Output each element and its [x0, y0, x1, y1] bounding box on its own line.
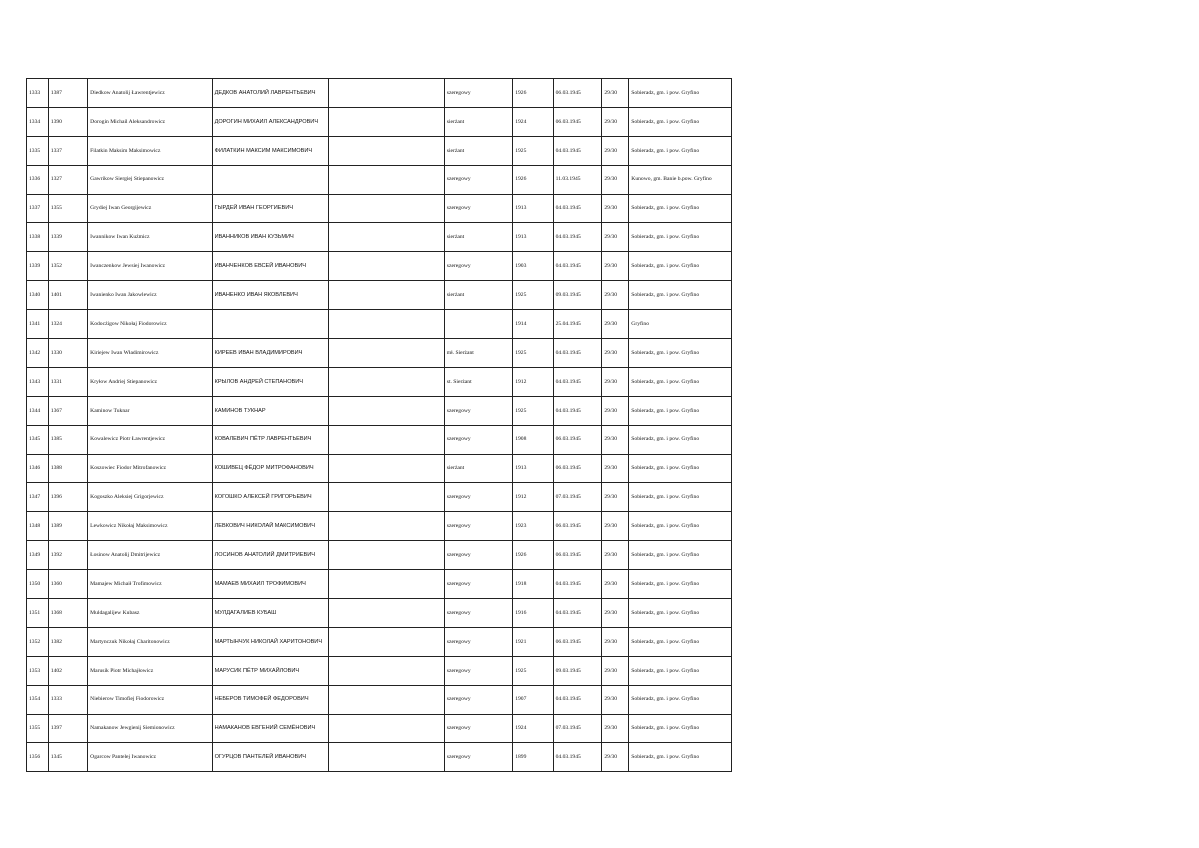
notes-cell: [328, 367, 444, 396]
birth-year-cell: 1926: [513, 165, 553, 194]
name-cyrillic-cell: ЛОСИНОВ АНАТОЛИЙ ДМИТРИЕВИЧ: [212, 541, 328, 570]
entry-number-cell: 1356: [27, 743, 49, 772]
table-row: [27, 454, 732, 483]
rank-cell: szeregowy: [444, 396, 512, 425]
name-cyrillic-cell: ФИЛАТКИН МАКСИМ МАКСИМОВИЧ: [212, 136, 328, 165]
name-latin-cell: Niebierow Timofiej Fiodorowicz: [88, 685, 212, 714]
notes-cell: [328, 599, 444, 628]
birth-year-cell: 1926: [513, 79, 553, 108]
name-latin-cell: Muldagalijew Kubasz: [88, 599, 212, 628]
name-cyrillic-cell: ИВАННИКОВ ИВАН КУЗЬМИЧ: [212, 223, 328, 252]
notes-cell: [328, 107, 444, 136]
entry-number-cell: 1353: [27, 656, 49, 685]
rank-cell: szeregowy: [444, 79, 512, 108]
table-row: [27, 743, 732, 772]
grave-number-cell: 29/30: [602, 541, 629, 570]
table-row: [27, 685, 732, 714]
name-latin-cell: Kiriejew Iwan Władimirowicz: [88, 339, 212, 368]
place-of-death-cell: Sobieradz, gm. i pow. Gryfino: [629, 339, 732, 368]
rank-cell: szeregowy: [444, 512, 512, 541]
death-date-cell: 06.03.1945: [553, 512, 602, 541]
record-number-cell: 1382: [48, 627, 87, 656]
table-row: [27, 425, 732, 454]
table-row: [27, 310, 732, 339]
record-number-cell: 1390: [48, 107, 87, 136]
place-of-death-cell: Sobieradz, gm. i pow. Gryfino: [629, 223, 732, 252]
entry-number-cell: 1342: [27, 339, 49, 368]
name-cyrillic-cell: ДЕДКОВ АНАТОЛИЙ ЛАВРЕНТЬЕВИЧ: [212, 79, 328, 108]
grave-number-cell: 29/30: [602, 79, 629, 108]
entry-number-cell: 1344: [27, 396, 49, 425]
death-date-cell: 04.03.1945: [553, 339, 602, 368]
death-date-cell: 04.03.1945: [553, 252, 602, 281]
death-date-cell: 07.03.1945: [553, 714, 602, 743]
birth-year-cell: 1924: [513, 107, 553, 136]
birth-year-cell: 1899: [513, 743, 553, 772]
grave-number-cell: 29/30: [602, 165, 629, 194]
entry-number-cell: 1341: [27, 310, 49, 339]
place-of-death-cell: Sobieradz, gm. i pow. Gryfino: [629, 512, 732, 541]
grave-number-cell: 29/30: [602, 483, 629, 512]
rank-cell: szeregowy: [444, 685, 512, 714]
grave-number-cell: 29/30: [602, 425, 629, 454]
entry-number-cell: 1346: [27, 454, 49, 483]
table-row: [27, 483, 732, 512]
place-of-death-cell: Sobieradz, gm. i pow. Gryfino: [629, 714, 732, 743]
record-number-cell: 1387: [48, 79, 87, 108]
grave-number-cell: 29/30: [602, 136, 629, 165]
name-cyrillic-cell: ЛЕВКОВИЧ НИКОЛАЙ МАКСИМОВИЧ: [212, 512, 328, 541]
death-date-cell: 04.03.1945: [553, 396, 602, 425]
record-number-cell: 1339: [48, 223, 87, 252]
notes-cell: [328, 714, 444, 743]
birth-year-cell: 1918: [513, 570, 553, 599]
name-latin-cell: Kogoszko Aleksiej Grigorjewicz: [88, 483, 212, 512]
table-row: [27, 107, 732, 136]
place-of-death-cell: Sobieradz, gm. i pow. Gryfino: [629, 194, 732, 223]
notes-cell: [328, 310, 444, 339]
record-number-cell: 1368: [48, 599, 87, 628]
record-number-cell: 1345: [48, 743, 87, 772]
entry-number-cell: 1338: [27, 223, 49, 252]
entry-number-cell: 1349: [27, 541, 49, 570]
death-date-cell: 04.03.1945: [553, 194, 602, 223]
name-cyrillic-cell: [212, 310, 328, 339]
place-of-death-cell: Sobieradz, gm. i pow. Gryfino: [629, 483, 732, 512]
place-of-death-cell: Sobieradz, gm. i pow. Gryfino: [629, 425, 732, 454]
place-of-death-cell: Sobieradz, gm. i pow. Gryfino: [629, 685, 732, 714]
place-of-death-cell: Sobieradz, gm. i pow. Gryfino: [629, 107, 732, 136]
birth-year-cell: 1903: [513, 252, 553, 281]
entry-number-cell: 1347: [27, 483, 49, 512]
table-row: [27, 396, 732, 425]
name-cyrillic-cell: НАМАКАНОВ ЕВГЕНИЙ СЕМЁНОВИЧ: [212, 714, 328, 743]
birth-year-cell: 1912: [513, 367, 553, 396]
birth-year-cell: 1916: [513, 599, 553, 628]
name-cyrillic-cell: ИВАНЧЕНКОВ ЕВСЕЙ ИВАНОВИЧ: [212, 252, 328, 281]
record-number-cell: 1388: [48, 454, 87, 483]
record-number-cell: 1324: [48, 310, 87, 339]
death-date-cell: 06.03.1945: [553, 79, 602, 108]
death-date-cell: 04.03.1945: [553, 136, 602, 165]
entry-number-cell: 1335: [27, 136, 49, 165]
rank-cell: szeregowy: [444, 743, 512, 772]
grave-number-cell: 29/30: [602, 743, 629, 772]
record-number-cell: 1367: [48, 396, 87, 425]
name-latin-cell: Iwanczenkow Jewsiej Iwanowicz: [88, 252, 212, 281]
table-row: [27, 541, 732, 570]
table-row: [27, 570, 732, 599]
death-date-cell: 06.03.1945: [553, 627, 602, 656]
name-cyrillic-cell: НЕБЕРОВ ТИМОФЕЙ ФЕДОРОВИЧ: [212, 685, 328, 714]
record-number-cell: 1327: [48, 165, 87, 194]
death-date-cell: 06.03.1945: [553, 541, 602, 570]
place-of-death-cell: Sobieradz, gm. i pow. Gryfino: [629, 743, 732, 772]
grave-number-cell: 29/30: [602, 599, 629, 628]
entry-number-cell: 1336: [27, 165, 49, 194]
name-latin-cell: Kowalewicz Piotr Ławrentjewicz: [88, 425, 212, 454]
notes-cell: [328, 483, 444, 512]
death-date-cell: 07.03.1945: [553, 483, 602, 512]
birth-year-cell: 1913: [513, 194, 553, 223]
place-of-death-cell: Sobieradz, gm. i pow. Gryfino: [629, 656, 732, 685]
grave-number-cell: 29/30: [602, 339, 629, 368]
name-latin-cell: Marusik Piotr Michajłowicz: [88, 656, 212, 685]
entry-number-cell: 1340: [27, 281, 49, 310]
record-number-cell: 1337: [48, 136, 87, 165]
birth-year-cell: 1925: [513, 656, 553, 685]
death-date-cell: 11.03.1945: [553, 165, 602, 194]
name-cyrillic-cell: ИВАНЕНКО ИВАН ЯКОВЛЕВИЧ: [212, 281, 328, 310]
record-number-cell: 1396: [48, 483, 87, 512]
grave-number-cell: 29/30: [602, 714, 629, 743]
grave-number-cell: 29/30: [602, 627, 629, 656]
name-latin-cell: Grydiej Iwan Georgijewicz: [88, 194, 212, 223]
death-date-cell: 04.03.1945: [553, 599, 602, 628]
name-cyrillic-cell: МАМАЕВ МИХАИЛ ТРОФИМОВИЧ: [212, 570, 328, 599]
name-latin-cell: Namakanow Jewgienij Siemionowicz: [88, 714, 212, 743]
birth-year-cell: 1925: [513, 281, 553, 310]
grave-number-cell: 29/30: [602, 367, 629, 396]
notes-cell: [328, 396, 444, 425]
birth-year-cell: 1908: [513, 425, 553, 454]
table-row: [27, 281, 732, 310]
notes-cell: [328, 79, 444, 108]
place-of-death-cell: Sobieradz, gm. i pow. Gryfino: [629, 627, 732, 656]
death-date-cell: 06.03.1945: [553, 425, 602, 454]
table-row: [27, 136, 732, 165]
grave-number-cell: 29/30: [602, 656, 629, 685]
name-latin-cell: Iwannikow Iwan Kuźmicz: [88, 223, 212, 252]
place-of-death-cell: Gryfino: [629, 310, 732, 339]
place-of-death-cell: Sobieradz, gm. i pow. Gryfino: [629, 541, 732, 570]
notes-cell: [328, 223, 444, 252]
name-cyrillic-cell: ОГУРЦОВ ПАНТЕЛЕЙ ИВАНОВИЧ: [212, 743, 328, 772]
name-cyrillic-cell: МУЛДАГАЛИЕВ КУБАШ: [212, 599, 328, 628]
record-number-cell: 1355: [48, 194, 87, 223]
record-number-cell: 1392: [48, 541, 87, 570]
entry-number-cell: 1350: [27, 570, 49, 599]
place-of-death-cell: Sobieradz, gm. i pow. Gryfino: [629, 570, 732, 599]
grave-number-cell: 29/30: [602, 396, 629, 425]
rank-cell: [444, 310, 512, 339]
birth-year-cell: 1914: [513, 310, 553, 339]
grave-number-cell: 29/30: [602, 685, 629, 714]
name-latin-cell: Lewkowicz Nikołaj Maksimowicz: [88, 512, 212, 541]
rank-cell: szeregowy: [444, 656, 512, 685]
rank-cell: sierżant: [444, 107, 512, 136]
notes-cell: [328, 627, 444, 656]
rank-cell: szeregowy: [444, 165, 512, 194]
entry-number-cell: 1333: [27, 79, 49, 108]
birth-year-cell: 1926: [513, 541, 553, 570]
notes-cell: [328, 194, 444, 223]
table-row: [27, 339, 732, 368]
notes-cell: [328, 685, 444, 714]
name-latin-cell: Diedkow Anatolij Ławrentjewicz: [88, 79, 212, 108]
grave-number-cell: 29/30: [602, 512, 629, 541]
record-number-cell: 1397: [48, 714, 87, 743]
table-row: [27, 512, 732, 541]
name-cyrillic-cell: КАМИНОВ ТУКНАР: [212, 396, 328, 425]
record-number-cell: 1360: [48, 570, 87, 599]
notes-cell: [328, 541, 444, 570]
entry-number-cell: 1339: [27, 252, 49, 281]
name-cyrillic-cell: КРЫЛОВ АНДРЕЙ СТЕПАНОВИЧ: [212, 367, 328, 396]
table-row: [27, 194, 732, 223]
notes-cell: [328, 339, 444, 368]
grave-number-cell: 29/30: [602, 194, 629, 223]
record-number-cell: 1333: [48, 685, 87, 714]
place-of-death-cell: Sobieradz, gm. i pow. Gryfino: [629, 396, 732, 425]
rank-cell: sierżant: [444, 281, 512, 310]
entry-number-cell: 1337: [27, 194, 49, 223]
name-latin-cell: Gawrikow Siergiej Stiepanowicz: [88, 165, 212, 194]
birth-year-cell: 1925: [513, 136, 553, 165]
name-latin-cell: Filatkin Maksim Maksimowicz: [88, 136, 212, 165]
entry-number-cell: 1348: [27, 512, 49, 541]
grave-number-cell: 29/30: [602, 310, 629, 339]
birth-year-cell: 1912: [513, 483, 553, 512]
grave-number-cell: 29/30: [602, 570, 629, 599]
rank-cell: szeregowy: [444, 627, 512, 656]
notes-cell: [328, 252, 444, 281]
death-date-cell: 04.03.1945: [553, 367, 602, 396]
rank-cell: sierżant: [444, 223, 512, 252]
death-date-cell: 06.03.1945: [553, 454, 602, 483]
rank-cell: sierżant: [444, 454, 512, 483]
rank-cell: szeregowy: [444, 483, 512, 512]
rank-cell: szeregowy: [444, 570, 512, 599]
name-latin-cell: Iwanienko Iwan Jakowlewicz: [88, 281, 212, 310]
rank-cell: st. Sierżant: [444, 367, 512, 396]
notes-cell: [328, 136, 444, 165]
birth-year-cell: 1923: [513, 512, 553, 541]
grave-number-cell: 29/30: [602, 107, 629, 136]
notes-cell: [328, 512, 444, 541]
entry-number-cell: 1343: [27, 367, 49, 396]
place-of-death-cell: Sobieradz, gm. i pow. Gryfino: [629, 79, 732, 108]
name-latin-cell: Kaminow Tuknar: [88, 396, 212, 425]
record-number-cell: 1385: [48, 425, 87, 454]
table-row: [27, 165, 732, 194]
place-of-death-cell: Sobieradz, gm. i pow. Gryfino: [629, 252, 732, 281]
name-latin-cell: Koszowiec Fiodor Mitrofanowicz: [88, 454, 212, 483]
table-row: [27, 367, 732, 396]
place-of-death-cell: Sobieradz, gm. i pow. Gryfino: [629, 136, 732, 165]
record-number-cell: 1331: [48, 367, 87, 396]
grave-number-cell: 29/30: [602, 252, 629, 281]
rank-cell: szeregowy: [444, 252, 512, 281]
grave-number-cell: 29/30: [602, 454, 629, 483]
birth-year-cell: 1924: [513, 714, 553, 743]
birth-year-cell: 1925: [513, 339, 553, 368]
name-latin-cell: Mamajew Michaił Trofimowicz: [88, 570, 212, 599]
notes-cell: [328, 743, 444, 772]
name-latin-cell: Martynczuk Nikołaj Charitonowicz: [88, 627, 212, 656]
record-number-cell: 1402: [48, 656, 87, 685]
name-cyrillic-cell: [212, 165, 328, 194]
name-cyrillic-cell: КОВАЛЕВИЧ ПЁТР ЛАВРЕНТЬЕВИЧ: [212, 425, 328, 454]
name-cyrillic-cell: ГЫРДЕЙ ИВАН ГЕОРГИЕВИЧ: [212, 194, 328, 223]
entry-number-cell: 1334: [27, 107, 49, 136]
death-date-cell: 06.03.1945: [553, 107, 602, 136]
death-date-cell: 25.04.1945: [553, 310, 602, 339]
table-row: [27, 223, 732, 252]
table-row: [27, 656, 732, 685]
death-date-cell: 09.03.1945: [553, 656, 602, 685]
notes-cell: [328, 165, 444, 194]
notes-cell: [328, 454, 444, 483]
rank-cell: szeregowy: [444, 425, 512, 454]
notes-cell: [328, 656, 444, 685]
burial-register-table: [26, 78, 732, 772]
entry-number-cell: 1355: [27, 714, 49, 743]
record-number-cell: 1401: [48, 281, 87, 310]
name-latin-cell: Ogarcow Pantelej Iwanowicz: [88, 743, 212, 772]
name-latin-cell: Kryłow Andriej Stiepanowicz: [88, 367, 212, 396]
place-of-death-cell: Sobieradz, gm. i pow. Gryfino: [629, 599, 732, 628]
name-cyrillic-cell: КОГОШКО АЛЕКСЕЙ ГРИГОРЬЕВИЧ: [212, 483, 328, 512]
grave-number-cell: 29/30: [602, 223, 629, 252]
death-date-cell: 04.03.1945: [553, 685, 602, 714]
notes-cell: [328, 570, 444, 599]
place-of-death-cell: Sobieradz, gm. i pow. Gryfino: [629, 367, 732, 396]
birth-year-cell: 1913: [513, 454, 553, 483]
grave-number-cell: 29/30: [602, 281, 629, 310]
rank-cell: szeregowy: [444, 714, 512, 743]
table-row: [27, 79, 732, 108]
name-cyrillic-cell: ДОРОГИН МИХАИЛ АЛЕКСАНДРОВИЧ: [212, 107, 328, 136]
entry-number-cell: 1352: [27, 627, 49, 656]
rank-cell: szeregowy: [444, 541, 512, 570]
birth-year-cell: 1907: [513, 685, 553, 714]
name-cyrillic-cell: КОШИВЕЦ ФЁДОР МИТРОФАНОВИЧ: [212, 454, 328, 483]
name-cyrillic-cell: КИРЕЕВ ИВАН ВЛАДИМИРОВИЧ: [212, 339, 328, 368]
rank-cell: szeregowy: [444, 599, 512, 628]
birth-year-cell: 1921: [513, 627, 553, 656]
name-latin-cell: Dorogin Michail Aleksandrowicz: [88, 107, 212, 136]
name-cyrillic-cell: МАРУСИК ПЁТР МИХАЙЛОВИЧ: [212, 656, 328, 685]
rank-cell: szeregowy: [444, 194, 512, 223]
name-cyrillic-cell: МАРТЫНЧУК НИКОЛАЙ ХАРИТОНОВИЧ: [212, 627, 328, 656]
table-row: [27, 599, 732, 628]
notes-cell: [328, 281, 444, 310]
name-latin-cell: Łosinow Anatolij Dmitrijewicz: [88, 541, 212, 570]
place-of-death-cell: Kunowo, gm. Banie b.pow. Gryfino: [629, 165, 732, 194]
register-rows: [27, 79, 732, 772]
table-row: [27, 627, 732, 656]
death-date-cell: 04.03.1945: [553, 223, 602, 252]
record-number-cell: 1330: [48, 339, 87, 368]
rank-cell: mł. Sierżant: [444, 339, 512, 368]
name-latin-cell: Kodocżigow Nikołaj Fiodorowicz: [88, 310, 212, 339]
place-of-death-cell: Sobieradz, gm. i pow. Gryfino: [629, 281, 732, 310]
notes-cell: [328, 425, 444, 454]
entry-number-cell: 1354: [27, 685, 49, 714]
death-date-cell: 04.03.1945: [553, 743, 602, 772]
entry-number-cell: 1345: [27, 425, 49, 454]
death-date-cell: 04.03.1945: [553, 570, 602, 599]
table-row: [27, 252, 732, 281]
record-number-cell: 1389: [48, 512, 87, 541]
birth-year-cell: 1925: [513, 396, 553, 425]
table-row: [27, 714, 732, 743]
place-of-death-cell: Sobieradz, gm. i pow. Gryfino: [629, 454, 732, 483]
record-number-cell: 1352: [48, 252, 87, 281]
death-date-cell: 09.03.1945: [553, 281, 602, 310]
birth-year-cell: 1913: [513, 223, 553, 252]
entry-number-cell: 1351: [27, 599, 49, 628]
rank-cell: sierżant: [444, 136, 512, 165]
